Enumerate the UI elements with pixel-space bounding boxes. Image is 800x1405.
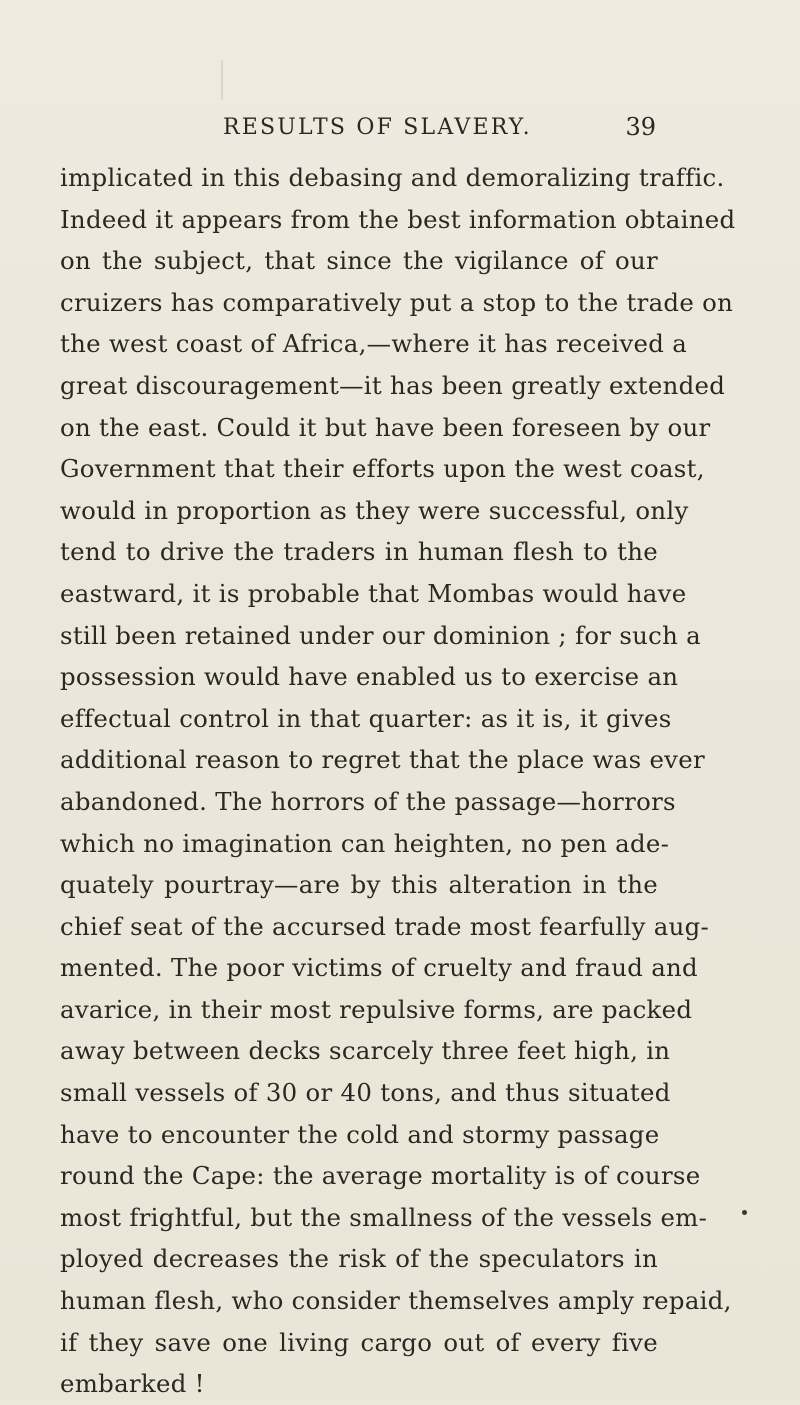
text-line: quately pourtray—are by this alteration in the <box>60 870 658 900</box>
text-line: on the east. Could it but have been foreseen by our <box>60 412 711 442</box>
text-line: additional reason to regret that the place was ever <box>60 745 705 775</box>
text-line: round the Cape: the average mortality is of course <box>60 1161 701 1191</box>
text-line: Government that their efforts upon the west coast, <box>60 454 705 484</box>
ink-speck <box>742 1210 747 1215</box>
text-line: which no imagination can heighten, no pen ade- <box>60 828 670 858</box>
text-line: small vessels of 30 or 40 tons, and thus situated <box>60 1078 671 1108</box>
text-line: mented. The poor victims of cruelty and fraud and <box>60 953 698 983</box>
running-head <box>223 115 656 147</box>
text-line: tend to drive the traders in human flesh to the <box>60 537 658 567</box>
running-title: RESULTS OF SLAVERY. <box>223 115 532 140</box>
text-line: would in proportion as they were successful, only <box>60 495 689 525</box>
text-line: Indeed it appears from the best information obtained <box>60 204 736 234</box>
text-line: ployed decreases the risk of the speculators in <box>60 1244 658 1274</box>
text-line: still been retained under our dominion ; for such a <box>60 620 702 650</box>
text-line: most frightful, but the smallness of the vessels em- <box>60 1202 708 1232</box>
text-line: embarked ! <box>60 1369 205 1399</box>
text-line: chief seat of the accursed trade most fearfully aug- <box>60 911 710 941</box>
text-line: effectual control in that quarter: as it is, it gives <box>60 703 672 733</box>
text-line: if they save one living cargo out of every five <box>60 1327 658 1357</box>
text-line: cruizers has comparatively put a stop to the trade on <box>60 287 734 317</box>
text-line: possession would have enabled us to exercise an <box>60 662 679 692</box>
page-number: 39 <box>625 113 656 141</box>
text-line: have to encounter the cold and stormy passage <box>60 1119 660 1149</box>
text-line: great discouragement—it has been greatly extended <box>60 370 726 400</box>
text-line: on the subject, that since the vigilance of our <box>60 246 658 276</box>
text-line: eastward, it is probable that Mombas would have <box>60 578 687 608</box>
text-line: abandoned. The horrors of the passage—horrors <box>60 786 676 816</box>
body-paragraph <box>60 157 736 1405</box>
text-line: avarice, in their most repulsive forms, are packed <box>60 994 693 1024</box>
text-line: the west coast of Africa,—where it has received a <box>60 329 688 359</box>
page-crease <box>221 60 223 100</box>
text-line: away between decks scarcely three feet high, in <box>60 1036 671 1066</box>
text-line: human flesh, who consider themselves amply repaid, <box>60 1286 732 1316</box>
text-line: implicated in this debasing and demoralizing traffic. <box>60 163 725 192</box>
